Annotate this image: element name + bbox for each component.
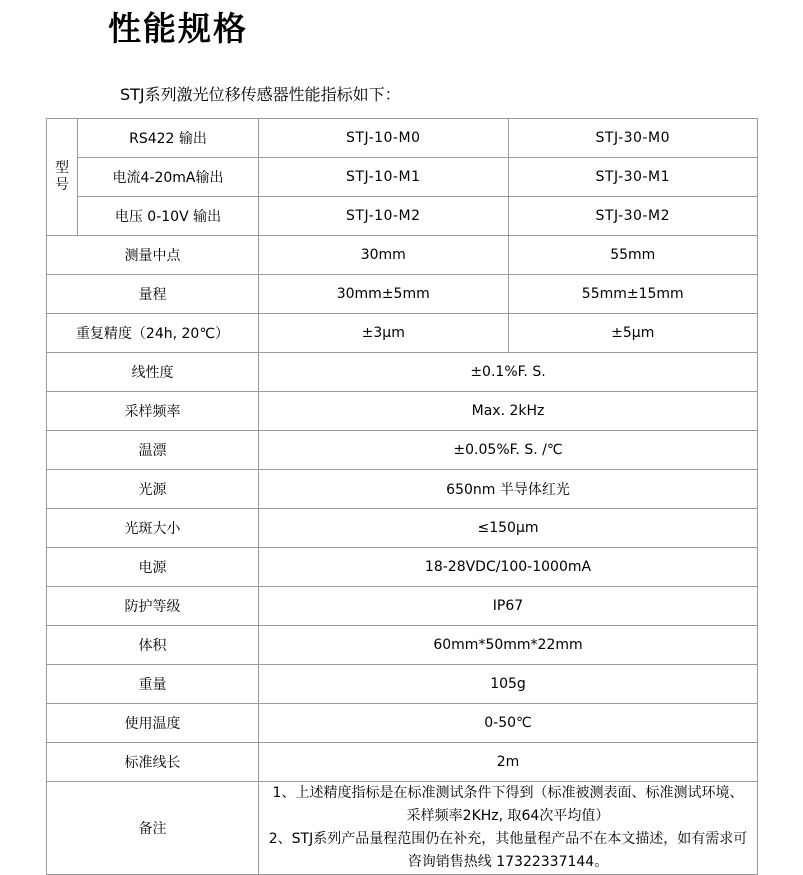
row-label: 标准线长 xyxy=(47,743,259,782)
table-row xyxy=(47,665,758,704)
row-value-col2: ±5μm xyxy=(508,314,758,353)
table-row xyxy=(47,704,758,743)
row-label: 采样频率 xyxy=(47,392,259,431)
note-line: 2、STJ系列产品量程范围仍在补充，其他量程产品不在本文描述，如有需求可 xyxy=(268,831,748,848)
table-row xyxy=(47,197,758,236)
table-row xyxy=(47,626,758,665)
row-value-col1: STJ-10-M1 xyxy=(259,158,509,197)
table-row xyxy=(47,158,758,197)
table-row xyxy=(47,587,758,626)
table-row xyxy=(47,353,758,392)
row-label: 光源 xyxy=(47,470,259,509)
row-value: IP67 xyxy=(259,587,758,626)
table-row xyxy=(47,236,758,275)
intro-text: STJ系列激光位移传感器性能指标如下： xyxy=(120,85,401,104)
row-label: 光斑大小 xyxy=(47,509,259,548)
table-row xyxy=(47,431,758,470)
row-value: ≤150μm xyxy=(259,509,758,548)
table-row xyxy=(47,548,758,587)
row-value: 105g xyxy=(259,665,758,704)
row-value: 2m xyxy=(259,743,758,782)
table-row xyxy=(47,509,758,548)
row-value-col1: STJ-10-M2 xyxy=(259,197,509,236)
row-value: 650nm 半导体红光 xyxy=(259,470,758,509)
row-value: Max. 2kHz xyxy=(259,392,758,431)
row-value-col1: 30mm xyxy=(259,236,509,275)
row-label: 体积 xyxy=(47,626,259,665)
row-label: 电源 xyxy=(47,548,259,587)
table-row xyxy=(47,314,758,353)
model-header-cell xyxy=(47,119,78,236)
note-content xyxy=(259,782,758,875)
row-value: ±0.1%F. S. xyxy=(259,353,758,392)
row-value-col2: 55mm±15mm xyxy=(508,275,758,314)
row-label: 重量 xyxy=(47,665,259,704)
row-label: 使用温度 xyxy=(47,704,259,743)
table-row xyxy=(47,470,758,509)
note-label: 备注 xyxy=(47,782,259,875)
note-line: 咨询销售热线 17322337144。 xyxy=(407,854,609,871)
row-label: 测量中点 xyxy=(47,236,259,275)
row-label: RS422 输出 xyxy=(78,119,259,158)
page-title: 性能规格 xyxy=(108,9,248,48)
table-row xyxy=(47,119,758,158)
specifications-table xyxy=(46,118,758,875)
row-label: 防护等级 xyxy=(47,587,259,626)
row-value: ±0.05%F. S. /℃ xyxy=(259,431,758,470)
table-row-note xyxy=(47,782,758,875)
row-value-col1: STJ-10-M0 xyxy=(259,119,509,158)
model-header-char-2: 号 xyxy=(55,177,69,193)
row-value-col2: STJ-30-M2 xyxy=(508,197,758,236)
row-label: 量程 xyxy=(47,275,259,314)
table-row xyxy=(47,743,758,782)
row-value-col2: STJ-30-M0 xyxy=(508,119,758,158)
row-value: 0-50℃ xyxy=(259,704,758,743)
row-label: 温漂 xyxy=(47,431,259,470)
table-row xyxy=(47,275,758,314)
model-header-char-1: 型 xyxy=(55,159,69,176)
row-label: 线性度 xyxy=(47,353,259,392)
table-row xyxy=(47,392,758,431)
row-value: 18-28VDC/100-1000mA xyxy=(259,548,758,587)
note-line: 1、上述精度指标是在标准测试条件下得到（标准被测表面、标准测试环境、 xyxy=(272,785,744,801)
row-label: 电流4-20mA输出 xyxy=(78,158,259,197)
row-value: 60mm*50mm*22mm xyxy=(259,626,758,665)
note-line: 采样频率2KHz, 取64次平均值） xyxy=(406,808,610,825)
row-value-col1: ±3μm xyxy=(259,314,509,353)
row-label: 电压 0-10V 输出 xyxy=(78,197,259,236)
row-label: 重复精度（24h, 20℃） xyxy=(47,314,259,353)
row-value-col1: 30mm±5mm xyxy=(259,275,509,314)
row-value-col2: 55mm xyxy=(508,236,758,275)
row-value-col2: STJ-30-M1 xyxy=(508,158,758,197)
